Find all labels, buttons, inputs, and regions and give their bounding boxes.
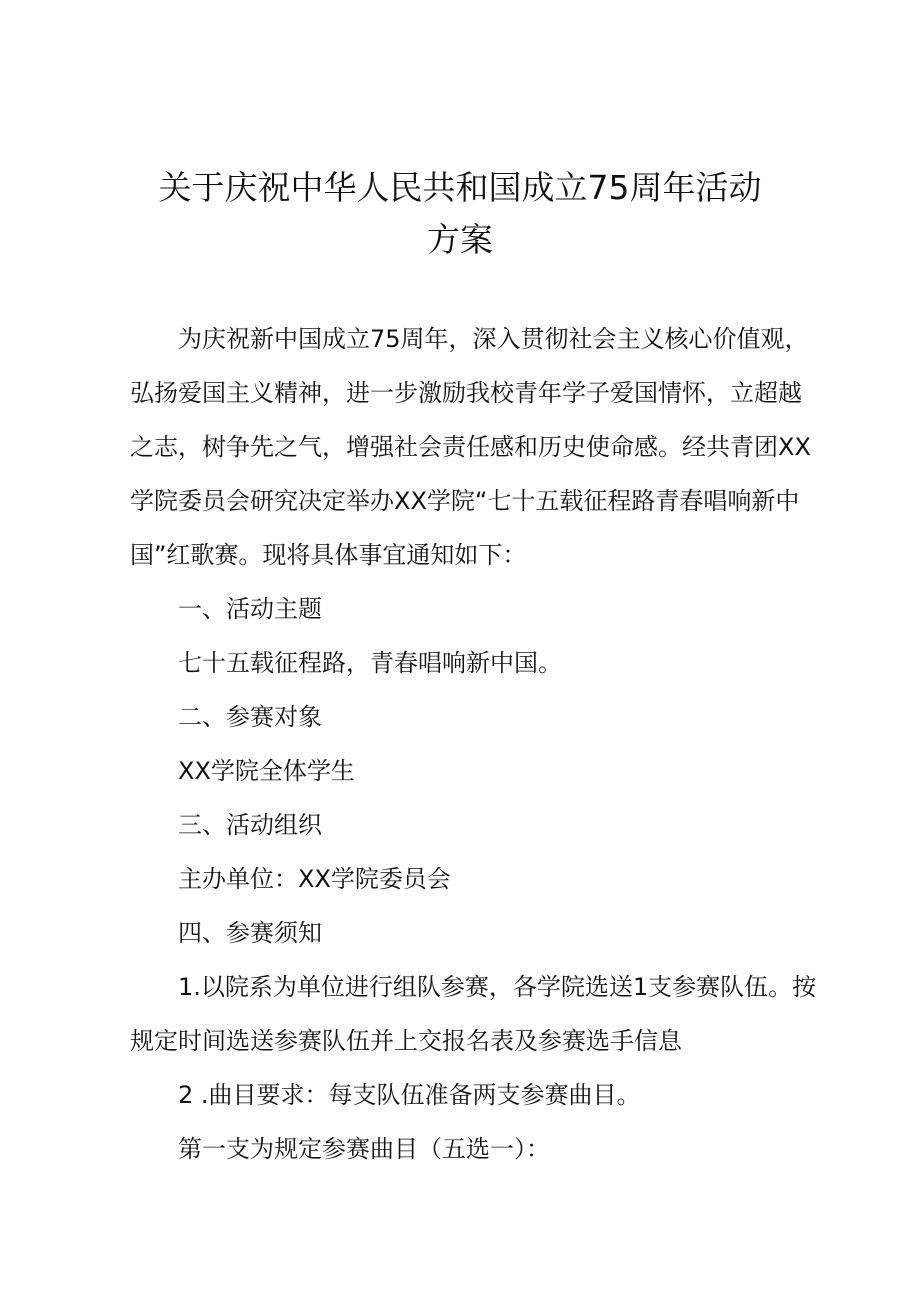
organizer-text: 主办单位：XX学院委员会 — [178, 865, 451, 893]
intro-paragraph-line-4: 学院委员会研究决定举办XX学院“七十五载征程路青春唱响新中 — [130, 487, 800, 515]
document-title-line-1: 关于庆祝中华人民共和国成立75周年活动 — [158, 168, 762, 207]
rule-1-line-1: 1.以院系为单位进行组队参赛，各学院选送1支参赛队伍。按 — [178, 973, 817, 1001]
intro-paragraph-line-5: 国”红歌赛。现将具体事宜通知如下： — [130, 541, 527, 569]
intro-paragraph-line-2: 弘扬爱国主义精神，进一步激励我校青年学子爱国情怀，立超越 — [130, 379, 802, 407]
participants-text: XX学院全体学生 — [178, 757, 355, 785]
intro-paragraph-line-1: 为庆祝新中国成立75周年，深入贯彻社会主义核心价值观， — [178, 325, 809, 353]
rule-2-text: 2 .曲目要求：每支队伍准备两支参赛曲目。 — [178, 1081, 641, 1109]
intro-paragraph-line-3: 之志，树争先之气，增强社会责任感和历史使命感。经共青团XX — [130, 433, 811, 461]
section-heading-theme: 一、活动主题 — [178, 595, 322, 623]
section-heading-participants: 二、参赛对象 — [178, 703, 322, 731]
document-title-line-2: 方案 — [427, 220, 493, 259]
section-heading-organization: 三、活动组织 — [178, 811, 322, 839]
theme-text: 七十五载征程路，青春唱响新中国。 — [178, 649, 562, 677]
rule-2-first-song-heading: 第一支为规定参赛曲目（五选一）： — [178, 1135, 550, 1163]
rule-1-line-2: 规定时间选送参赛队伍并上交报名表及参赛选手信息 — [130, 1027, 682, 1055]
section-heading-rules: 四、参赛须知 — [178, 919, 322, 947]
